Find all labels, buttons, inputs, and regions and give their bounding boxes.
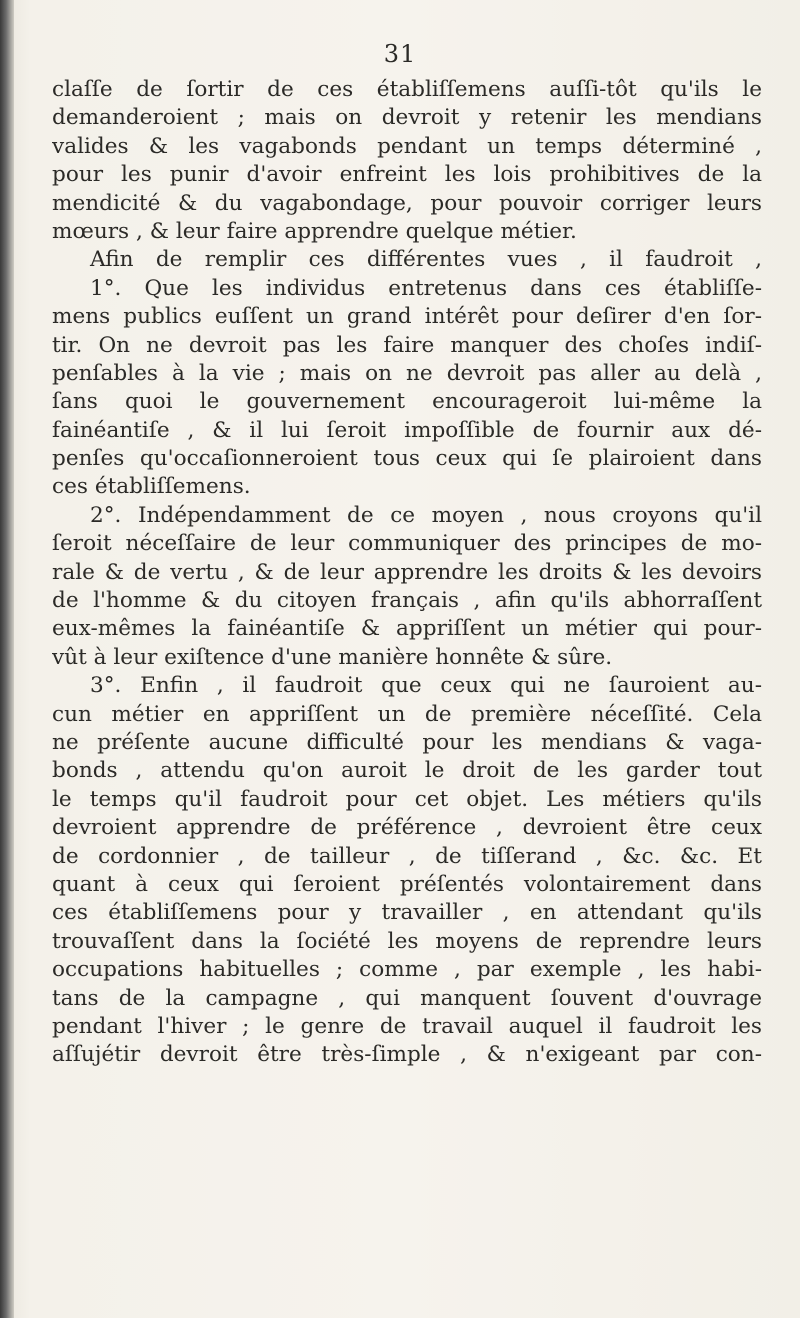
text-line: tans de la campagne , qui manquent ſouvent d'ouvrage (52, 985, 762, 1011)
text-line: tir. On ne devroit pas les faire manquer des choſes indiſ- (52, 332, 762, 358)
text-line: pendant l'hiver ; le genre de travail auquel il faudroit les (52, 1013, 762, 1039)
page-number: 31 (383, 40, 417, 68)
text-line: 3°. Enfin , il faudroit que ceux qui ne ſauroient au- (90, 673, 762, 699)
text-line: ces établiſſemens pour y travailler , en attendant qu'ils (52, 900, 762, 926)
text-line: penſables à la vie ; mais on ne devroit pas aller au delà , (52, 360, 762, 386)
text-line: trouvaſſent dans la ſociété les moyens de reprendre leurs (52, 928, 762, 954)
text-line: aſſujétir devroit être très-ſimple , & n'exigeant par con- (52, 1042, 762, 1068)
text-line: occupations habituelles ; comme , par exemple , les habi- (52, 957, 762, 983)
text-line: ſans quoi le gouvernement encourageroit lui-même la (52, 389, 762, 415)
text-line: 2°. Indépendamment de ce moyen , nous croyons qu'il (90, 502, 762, 528)
text-line: ne préſente aucune difficulté pour les mendians & vaga- (52, 729, 762, 755)
page-binding-edge (0, 0, 14, 1318)
text-line: demanderoient ; mais on devroit y retenir les mendians (52, 105, 762, 131)
text-line: de l'homme & du citoyen français , afin qu'ils abhorraſſent (52, 588, 762, 614)
text-line: devroient apprendre de préférence , devroient être ceux (52, 815, 762, 841)
text-line: le temps qu'il faudroit pour cet objet. Les métiers qu'ils (52, 786, 762, 812)
text-line: penſes qu'occaſionneroient tous ceux qui ſe plairoient dans (52, 446, 762, 472)
text-line: vût à leur exiſtence d'une manière honnête & sûre. (52, 644, 613, 670)
text-line: fainéantiſe , & il lui ſeroit impoſſible de fournir aux dé- (52, 417, 762, 443)
text-line: mendicité & du vagabondage, pour pouvoir corriger leurs (52, 190, 762, 216)
text-line: ſeroit néceſſaire de leur communiquer des principes de mo- (52, 531, 762, 557)
text-line: Afin de remplir ces différentes vues , il faudroit , (90, 247, 762, 273)
text-line: mens publics euſſent un grand intérêt pour deſirer d'en ſor- (52, 304, 762, 330)
text-line: de cordonnier , de tailleur , de tiſſerand , &c. &c. Et (52, 843, 762, 869)
text-line: rale & de vertu , & de leur apprendre les droits & les devoirs (52, 559, 762, 585)
text-line: claſſe de ſortir de ces établiſſemens auſſi-tôt qu'ils le (52, 77, 762, 102)
text-line: 1°. Que les individus entretenus dans ces établiſſe- (90, 275, 762, 301)
body-text (52, 76, 762, 1070)
text-line: pour les punir d'avoir enfreint les lois prohibitives de la (52, 162, 762, 188)
text-line: valides & les vagabonds pendant un temps déterminé , (52, 133, 762, 159)
text-line: mœurs , & leur faire apprendre quelque métier. (52, 218, 577, 244)
text-line: quant à ceux qui ſeroient préſentés volontairement dans (52, 871, 762, 897)
text-line: cun métier en appriſſent un de première néceſſité. Cela (52, 701, 762, 727)
text-line: bonds , attendu qu'on auroit le droit de les garder tout (52, 758, 762, 784)
text-line: ces établiſſemens. (52, 474, 251, 500)
text-line: eux-mêmes la fainéantiſe & appriſſent un métier qui pour- (52, 616, 762, 642)
